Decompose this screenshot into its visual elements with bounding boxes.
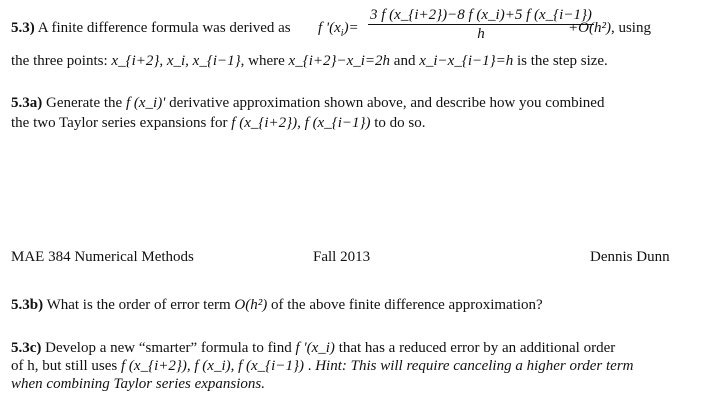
condition-2: x_i−x_{i−1}=h bbox=[419, 53, 514, 69]
formula-fraction bbox=[368, 6, 594, 43]
problem-number: 5.3) bbox=[11, 20, 35, 36]
points-list: x_{i+2}, x_i, x_{i−1} bbox=[111, 53, 241, 69]
part-c-line1: 5.3c) Develop a new “smarter” formula to find f '(x_i) that has a reduced error by an additional order bbox=[11, 340, 616, 356]
problem-intro: A finite difference formula was derived as bbox=[37, 20, 291, 36]
term: Fall 2013 bbox=[313, 249, 371, 265]
problem-5-3-line2: the three points: x_{i+2}, x_i, x_{i−1}, where x_{i+2}−x_i=2h and x_i−x_{i−1}=h is the step size. bbox=[11, 53, 608, 69]
part-a-derivative: f (x_i)' bbox=[125, 95, 166, 111]
problem-5-3-line1 bbox=[11, 19, 291, 37]
part-c-line2: of h, but still uses f (x_{i+2}), f (x_i), f (x_{i−1}) . Hint: This will require canceling a higher order term bbox=[11, 358, 634, 374]
instructor: Dennis Dunn bbox=[590, 249, 670, 265]
part-b-line: 5.3b) What is the order of error term O(h²) of the above finite difference approximation? bbox=[11, 297, 543, 313]
part-a-label: 5.3a) bbox=[11, 95, 43, 111]
part-a-functions: f (x_{i+2}), f (x_{i−1}) bbox=[231, 115, 371, 131]
course-name: MAE 384 Numerical Methods bbox=[11, 249, 194, 265]
part-b-label: 5.3b) bbox=[11, 297, 44, 313]
part-c-label: 5.3c) bbox=[11, 340, 42, 356]
part-a-line1: 5.3a) Generate the f (x_i)' derivative approximation shown above, and describe how you combined bbox=[11, 95, 605, 111]
formula-numerator: 3 f (x_{i+2})−8 f (x_i)+5 f (x_{i−1}) bbox=[370, 7, 592, 23]
formula-error-term: +O(h²), using bbox=[568, 20, 651, 36]
part-c-hint-line2: when combining Taylor series expansions. bbox=[11, 376, 266, 392]
part-c-hint: Hint: This will require canceling a higher order term bbox=[315, 358, 634, 374]
part-a-line2: the two Taylor series expansions for f (x_{i+2}), f (x_{i−1}) to do so. bbox=[11, 115, 426, 131]
part-c-function: f '(x_i) bbox=[295, 340, 335, 356]
condition-1: x_{i+2}−x_i=2h bbox=[288, 53, 391, 69]
part-c-functions: f (x_{i+2}), f (x_i), f (x_{i−1}) bbox=[121, 358, 304, 374]
formula-denominator: h bbox=[477, 26, 485, 42]
formula-lhs: f '$(x_i)=$ bbox=[318, 20, 359, 39]
part-b-term: O(h²) bbox=[234, 297, 268, 313]
